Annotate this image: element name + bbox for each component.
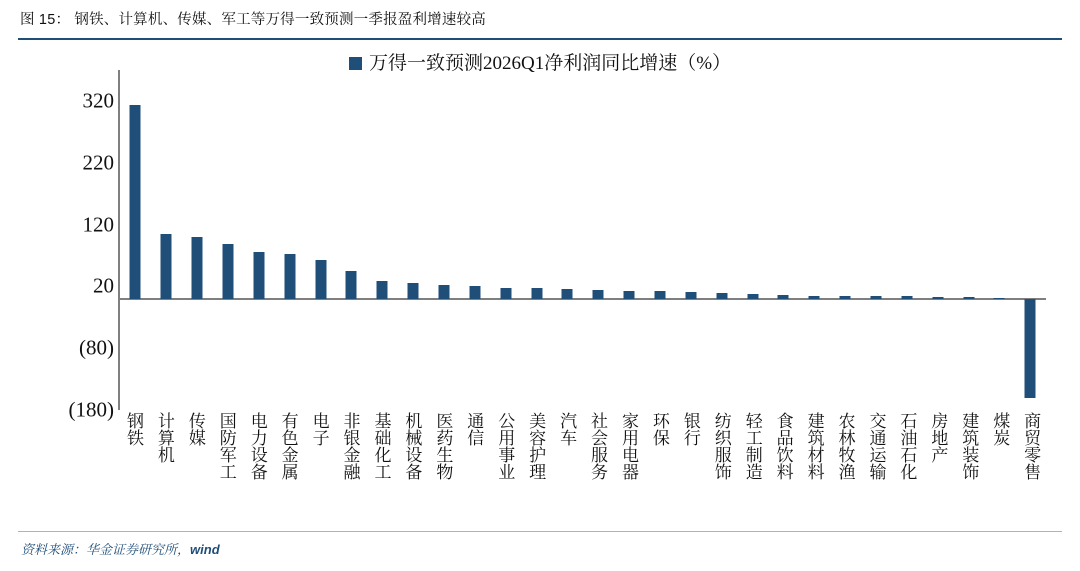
x-label-slot xyxy=(427,412,458,522)
x-tick-label: 美容护理 xyxy=(526,412,546,480)
x-label-slot xyxy=(335,412,366,522)
bar-slot xyxy=(737,70,768,410)
x-tick-label: 医药生物 xyxy=(433,412,453,480)
x-label-slot xyxy=(675,412,706,522)
bar xyxy=(747,294,758,298)
bar-slot xyxy=(583,70,614,410)
bar-slot xyxy=(120,70,151,410)
bar xyxy=(531,288,542,299)
x-label-slot xyxy=(242,412,273,522)
bar xyxy=(655,291,666,298)
bar-slot xyxy=(305,70,336,410)
x-tick-label: 家用电器 xyxy=(618,412,638,480)
bar xyxy=(130,105,141,298)
chart-area xyxy=(18,40,1062,527)
bar xyxy=(871,296,882,298)
bar-slot xyxy=(552,70,583,410)
bar-slot xyxy=(398,70,429,410)
bar-slot xyxy=(675,70,706,410)
bar-slot xyxy=(429,70,460,410)
x-label-slot xyxy=(520,412,551,522)
x-tick-label: 电力设备 xyxy=(247,412,267,480)
x-tick-label: 煤炭 xyxy=(990,412,1010,446)
bar xyxy=(408,283,419,299)
bar xyxy=(346,271,357,299)
x-label-slot xyxy=(799,412,830,522)
x-label-slot xyxy=(1015,412,1046,522)
figure-title: 图 15： 钢铁、计算机、传媒、军工等万得一致预测一季报盈利增速较高 xyxy=(20,12,486,28)
x-label-slot xyxy=(396,412,427,522)
x-label-slot xyxy=(737,412,768,522)
bar-slot xyxy=(984,70,1015,410)
x-tick-label: 交通运输 xyxy=(866,412,886,480)
source-org: 华金证券研究所 xyxy=(86,542,178,557)
x-label-slot xyxy=(149,412,180,522)
x-label-slot xyxy=(118,412,149,522)
y-tick-label: 220 xyxy=(82,150,114,175)
bar xyxy=(1025,299,1036,398)
x-tick-label: 国防军工 xyxy=(216,412,236,480)
bar-slot xyxy=(243,70,274,410)
plot-region xyxy=(118,70,1046,410)
bar xyxy=(809,296,820,299)
bar-slot xyxy=(706,70,737,410)
bar-slot xyxy=(274,70,305,410)
bar xyxy=(377,281,388,299)
bar xyxy=(192,237,203,299)
x-tick-label: 汽车 xyxy=(557,412,577,446)
bar xyxy=(840,296,851,299)
x-tick-label: 非银金融 xyxy=(340,412,360,480)
x-label-slot xyxy=(891,412,922,522)
x-tick-label: 石油石化 xyxy=(897,412,917,480)
x-tick-label: 电子 xyxy=(309,412,329,446)
x-tick-label: 食品饮料 xyxy=(773,412,793,480)
x-tick-label: 基础化工 xyxy=(371,412,391,480)
x-tick-label: 建筑装饰 xyxy=(959,412,979,480)
bar-slot xyxy=(367,70,398,410)
y-tick-label: (80) xyxy=(79,335,114,360)
x-label-slot xyxy=(613,412,644,522)
bar-slot xyxy=(922,70,953,410)
x-tick-label: 通信 xyxy=(464,412,484,446)
x-axis-labels xyxy=(118,412,1046,522)
y-tick-label: 20 xyxy=(93,273,114,298)
x-tick-label: 计算机 xyxy=(154,412,174,463)
source-separator: ， xyxy=(177,542,191,557)
bar xyxy=(778,295,789,299)
x-tick-label: 轻工制造 xyxy=(742,412,762,480)
x-tick-label: 建筑材料 xyxy=(804,412,824,480)
source-note xyxy=(18,532,1062,558)
bar-slot xyxy=(953,70,984,410)
x-tick-label: 银行 xyxy=(680,412,700,446)
bar-slot xyxy=(891,70,922,410)
bar-slot xyxy=(151,70,182,410)
legend-swatch-icon xyxy=(349,57,362,70)
x-label-slot xyxy=(551,412,582,522)
x-label-slot xyxy=(366,412,397,522)
bar xyxy=(932,297,943,299)
bar xyxy=(439,285,450,299)
bar xyxy=(994,298,1005,299)
bar xyxy=(315,260,326,298)
bar xyxy=(901,296,912,298)
bar xyxy=(161,234,172,298)
y-tick-label: (180) xyxy=(68,397,114,422)
x-label-slot xyxy=(953,412,984,522)
bar xyxy=(963,297,974,298)
bar xyxy=(223,244,234,299)
x-label-slot xyxy=(861,412,892,522)
bar xyxy=(685,292,696,299)
x-label-slot xyxy=(922,412,953,522)
x-tick-label: 机械设备 xyxy=(402,412,422,480)
y-tick-label: 120 xyxy=(82,212,114,237)
x-label-slot xyxy=(984,412,1015,522)
x-label-slot xyxy=(830,412,861,522)
source-prefix: 资料来源： xyxy=(21,542,87,557)
bar xyxy=(253,252,264,298)
x-tick-label: 公用事业 xyxy=(495,412,515,480)
bar-slot xyxy=(645,70,676,410)
bar xyxy=(716,293,727,299)
x-tick-label: 纺织服饰 xyxy=(711,412,731,480)
x-label-slot xyxy=(180,412,211,522)
x-tick-label: 传媒 xyxy=(185,412,205,446)
x-label-slot xyxy=(768,412,799,522)
x-tick-label: 商贸零售 xyxy=(1021,412,1041,480)
x-tick-label: 农林牧渔 xyxy=(835,412,855,480)
bar xyxy=(500,288,511,299)
bar-slot xyxy=(459,70,490,410)
x-label-slot xyxy=(489,412,520,522)
bar-slot xyxy=(1015,70,1046,410)
bar xyxy=(469,286,480,298)
bar-slot xyxy=(614,70,645,410)
x-label-slot xyxy=(706,412,737,522)
bar xyxy=(284,254,295,299)
bar-slot xyxy=(799,70,830,410)
x-label-slot xyxy=(304,412,335,522)
bar-slot xyxy=(213,70,244,410)
x-tick-label: 有色金属 xyxy=(278,412,298,480)
x-label-slot xyxy=(458,412,489,522)
y-axis-labels xyxy=(26,70,114,422)
x-tick-label: 环保 xyxy=(649,412,669,446)
x-label-slot xyxy=(211,412,242,522)
bar-slot xyxy=(768,70,799,410)
x-label-slot xyxy=(582,412,613,522)
x-tick-label: 房地产 xyxy=(928,412,948,463)
source-data-provider: wind xyxy=(190,542,220,557)
x-label-slot xyxy=(644,412,675,522)
bar-slot xyxy=(336,70,367,410)
bar-slot xyxy=(830,70,861,410)
x-tick-label: 社会服务 xyxy=(588,412,608,480)
legend-label: 万得一致预测2026Q1净利润同比增速（%） xyxy=(368,53,732,74)
bar xyxy=(624,291,635,299)
y-tick-label: 320 xyxy=(82,88,114,113)
bar-series xyxy=(120,70,1046,410)
bar xyxy=(562,289,573,298)
bar-slot xyxy=(521,70,552,410)
bar-slot xyxy=(861,70,892,410)
x-label-slot xyxy=(273,412,304,522)
x-tick-label: 钢铁 xyxy=(123,412,143,446)
bar-slot xyxy=(490,70,521,410)
bar xyxy=(593,290,604,299)
bar-slot xyxy=(182,70,213,410)
